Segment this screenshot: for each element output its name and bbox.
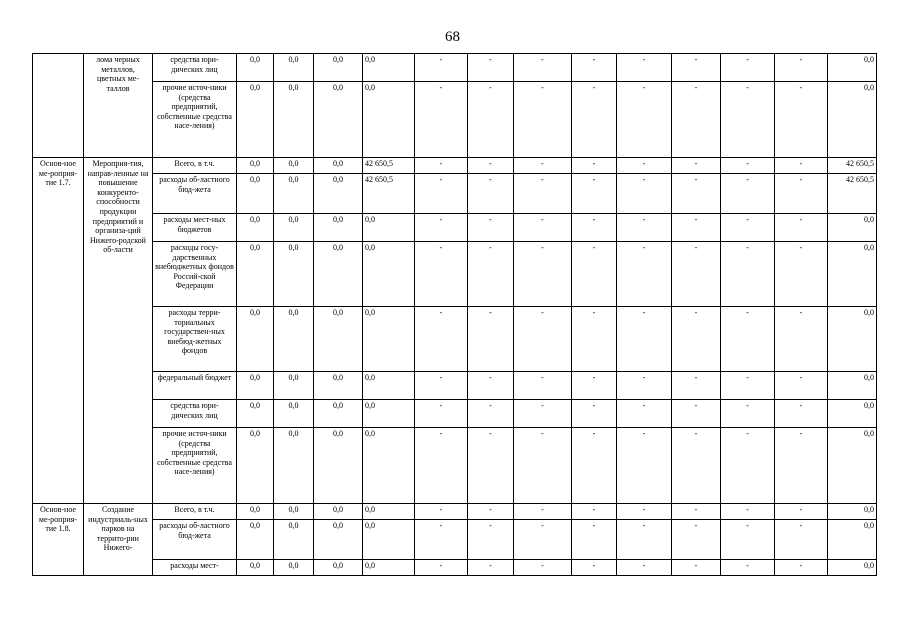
value-cell: 0,0 <box>274 400 314 428</box>
funding-source-cell: расходы об-ластного бюд-жета <box>153 174 237 214</box>
funding-source-cell: Всего, в т.ч. <box>153 504 237 520</box>
value-cell: - <box>721 158 775 174</box>
value-cell: - <box>415 174 468 214</box>
value-cell: - <box>617 54 672 82</box>
value-cell: - <box>721 560 775 576</box>
funding-source-cell: расходы мест- <box>153 560 237 576</box>
value-cell: - <box>775 82 828 158</box>
value-cell: 0,0 <box>314 82 363 158</box>
value-cell: - <box>572 214 617 242</box>
value-cell: - <box>468 372 514 400</box>
value-cell: - <box>617 428 672 504</box>
value-cell: - <box>468 158 514 174</box>
funding-source-cell: средства юри-дических лиц <box>153 400 237 428</box>
value-cell: - <box>672 82 721 158</box>
value-cell: - <box>775 158 828 174</box>
value-cell: 0,0 <box>314 307 363 372</box>
value-cell: 0,0 <box>274 174 314 214</box>
value-cell: 0,0 <box>274 560 314 576</box>
value-cell: - <box>468 504 514 520</box>
value-cell: 0,0 <box>828 242 877 307</box>
table-row <box>33 400 877 428</box>
value-cell: - <box>617 214 672 242</box>
funding-source-cell: средства юри-дических лиц <box>153 54 237 82</box>
value-cell: - <box>514 400 572 428</box>
value-cell: 0,0 <box>314 242 363 307</box>
value-cell: - <box>672 307 721 372</box>
value-cell: 0,0 <box>363 504 415 520</box>
value-cell: - <box>415 82 468 158</box>
value-cell: - <box>617 174 672 214</box>
value-cell: - <box>617 82 672 158</box>
financing-table <box>32 53 877 576</box>
value-cell: 0,0 <box>237 242 274 307</box>
value-cell: - <box>415 372 468 400</box>
value-cell: 0,0 <box>314 214 363 242</box>
value-cell: 0,0 <box>237 158 274 174</box>
value-cell: - <box>775 400 828 428</box>
value-cell: 0,0 <box>363 54 415 82</box>
value-cell: 0,0 <box>314 54 363 82</box>
value-cell: - <box>468 520 514 560</box>
value-cell: 0,0 <box>237 214 274 242</box>
table-row <box>33 174 877 214</box>
value-cell: - <box>617 307 672 372</box>
value-cell: - <box>514 504 572 520</box>
value-cell: 0,0 <box>314 504 363 520</box>
value-cell: 0,0 <box>237 400 274 428</box>
funding-source-cell: Всего, в т.ч. <box>153 158 237 174</box>
value-cell: - <box>468 174 514 214</box>
value-cell: 0,0 <box>237 372 274 400</box>
value-cell: - <box>415 428 468 504</box>
value-cell: - <box>721 214 775 242</box>
table-row <box>33 504 877 520</box>
measure-name-cell: Создание индустриаль-ных парков на террито-рии Нижего- <box>84 504 153 576</box>
value-cell: 0,0 <box>237 174 274 214</box>
value-cell: - <box>572 560 617 576</box>
value-cell: - <box>775 428 828 504</box>
table-row <box>33 214 877 242</box>
value-cell: 0,0 <box>237 82 274 158</box>
value-cell: 42 650,5 <box>828 174 877 214</box>
value-cell: - <box>572 520 617 560</box>
value-cell: - <box>572 54 617 82</box>
value-cell: - <box>721 428 775 504</box>
value-cell: - <box>415 242 468 307</box>
value-cell: 0,0 <box>314 174 363 214</box>
value-cell: 0,0 <box>314 560 363 576</box>
table-row <box>33 82 877 158</box>
value-cell: - <box>617 560 672 576</box>
value-cell: - <box>415 560 468 576</box>
value-cell: - <box>415 307 468 372</box>
value-cell: - <box>514 428 572 504</box>
value-cell: 42 650,5 <box>363 174 415 214</box>
value-cell: - <box>775 174 828 214</box>
value-cell: - <box>514 214 572 242</box>
value-cell: 0,0 <box>314 400 363 428</box>
value-cell: 0,0 <box>274 242 314 307</box>
value-cell: - <box>775 54 828 82</box>
value-cell: 42 650,5 <box>363 158 415 174</box>
measure-code-cell: Основ-ное ме-роприя-тие 1.8. <box>33 504 84 576</box>
value-cell: - <box>572 242 617 307</box>
value-cell: - <box>672 400 721 428</box>
value-cell: - <box>721 54 775 82</box>
value-cell: - <box>672 158 721 174</box>
value-cell: 0,0 <box>363 82 415 158</box>
value-cell: - <box>572 428 617 504</box>
value-cell: - <box>468 307 514 372</box>
value-cell: - <box>572 307 617 372</box>
value-cell: - <box>721 504 775 520</box>
value-cell: 0,0 <box>274 504 314 520</box>
table-row <box>33 307 877 372</box>
measure-code-cell <box>33 54 84 158</box>
value-cell: - <box>672 520 721 560</box>
value-cell: - <box>415 504 468 520</box>
value-cell: - <box>672 54 721 82</box>
value-cell: 0,0 <box>274 520 314 560</box>
value-cell: 0,0 <box>274 158 314 174</box>
value-cell: - <box>721 82 775 158</box>
value-cell: - <box>617 242 672 307</box>
value-cell: 0,0 <box>363 400 415 428</box>
value-cell: 0,0 <box>363 307 415 372</box>
value-cell: - <box>672 242 721 307</box>
table-row <box>33 520 877 560</box>
value-cell: 0,0 <box>274 428 314 504</box>
value-cell: - <box>468 54 514 82</box>
value-cell: 0,0 <box>237 504 274 520</box>
value-cell: 0,0 <box>828 428 877 504</box>
value-cell: 0,0 <box>274 307 314 372</box>
value-cell: 0,0 <box>314 520 363 560</box>
value-cell: 0,0 <box>274 54 314 82</box>
value-cell: - <box>721 242 775 307</box>
measure-code-cell: Основ-ное ме-роприя-тие 1.7. <box>33 158 84 504</box>
value-cell: - <box>721 372 775 400</box>
value-cell: 0,0 <box>363 214 415 242</box>
value-cell: - <box>572 82 617 158</box>
value-cell: 0,0 <box>237 560 274 576</box>
funding-source-cell: прочие источ-ники (средства предприятий, собственные средства насе-ления) <box>153 82 237 158</box>
value-cell: - <box>721 174 775 214</box>
value-cell: - <box>415 158 468 174</box>
page-number: 68 <box>445 29 460 45</box>
value-cell: - <box>775 214 828 242</box>
value-cell: - <box>572 158 617 174</box>
value-cell: 0,0 <box>314 158 363 174</box>
value-cell: 0,0 <box>828 400 877 428</box>
value-cell: 0,0 <box>363 242 415 307</box>
value-cell: - <box>415 520 468 560</box>
value-cell: 0,0 <box>237 520 274 560</box>
value-cell: - <box>514 158 572 174</box>
value-cell: - <box>415 214 468 242</box>
measure-name-cell: Мероприя-тия, направ-ленные на повышение конкуренто-способности продукции предприятий и организа-ций Нижего-родской об-ласти <box>84 158 153 504</box>
value-cell: 0,0 <box>363 372 415 400</box>
value-cell: - <box>572 400 617 428</box>
value-cell: - <box>572 174 617 214</box>
funding-source-cell: прочие источ-ники (средства предприятий, собственные средства насе-ления) <box>153 428 237 504</box>
value-cell: 0,0 <box>363 520 415 560</box>
value-cell: 0,0 <box>314 428 363 504</box>
funding-source-cell: расходы терри-ториальных государствен-ных внебюд-жетных фондов <box>153 307 237 372</box>
funding-source-cell: расходы госу-дарственных внебюджетных фондов Россий-ской Федерации <box>153 242 237 307</box>
measure-name-cell: лома черных металлов, цветных ме-таллов <box>84 54 153 158</box>
value-cell: 0,0 <box>274 82 314 158</box>
value-cell: - <box>617 520 672 560</box>
value-cell: 0,0 <box>314 372 363 400</box>
table-body <box>33 54 877 576</box>
value-cell: - <box>468 400 514 428</box>
value-cell: - <box>775 242 828 307</box>
value-cell: 0,0 <box>828 214 877 242</box>
value-cell: - <box>514 560 572 576</box>
value-cell: - <box>721 307 775 372</box>
value-cell: - <box>672 560 721 576</box>
value-cell: - <box>514 372 572 400</box>
value-cell: - <box>721 400 775 428</box>
value-cell: 0,0 <box>237 307 274 372</box>
value-cell: 0,0 <box>828 560 877 576</box>
value-cell: 0,0 <box>237 54 274 82</box>
value-cell: - <box>415 400 468 428</box>
value-cell: - <box>775 504 828 520</box>
value-cell: 0,0 <box>237 428 274 504</box>
value-cell: - <box>617 400 672 428</box>
funding-source-cell: расходы мест-ных бюджетов <box>153 214 237 242</box>
value-cell: - <box>572 372 617 400</box>
table-row <box>33 158 877 174</box>
value-cell: - <box>468 214 514 242</box>
funding-source-cell: федеральный бюджет <box>153 372 237 400</box>
value-cell: 0,0 <box>274 372 314 400</box>
value-cell: - <box>514 174 572 214</box>
value-cell: - <box>672 504 721 520</box>
value-cell: - <box>775 307 828 372</box>
value-cell: 0,0 <box>828 54 877 82</box>
value-cell: - <box>415 54 468 82</box>
value-cell: 0,0 <box>828 82 877 158</box>
value-cell: 0,0 <box>274 214 314 242</box>
value-cell: - <box>775 372 828 400</box>
table-row <box>33 428 877 504</box>
value-cell: - <box>617 158 672 174</box>
value-cell: - <box>468 560 514 576</box>
value-cell: - <box>672 174 721 214</box>
value-cell: 0,0 <box>363 560 415 576</box>
table-row <box>33 372 877 400</box>
value-cell: - <box>721 520 775 560</box>
value-cell: - <box>672 214 721 242</box>
value-cell: - <box>468 242 514 307</box>
value-cell: - <box>514 54 572 82</box>
value-cell: 0,0 <box>363 428 415 504</box>
table-row <box>33 54 877 82</box>
value-cell: - <box>572 504 617 520</box>
value-cell: - <box>514 307 572 372</box>
value-cell: 0,0 <box>828 504 877 520</box>
value-cell: - <box>775 560 828 576</box>
value-cell: - <box>514 82 572 158</box>
value-cell: - <box>672 372 721 400</box>
value-cell: - <box>775 520 828 560</box>
value-cell: 42 650,5 <box>828 158 877 174</box>
value-cell: - <box>672 428 721 504</box>
table-row <box>33 242 877 307</box>
value-cell: - <box>468 428 514 504</box>
table-row <box>33 560 877 576</box>
value-cell: 0,0 <box>828 307 877 372</box>
value-cell: - <box>514 520 572 560</box>
value-cell: 0,0 <box>828 372 877 400</box>
funding-source-cell: расходы об-ластного бюд-жета <box>153 520 237 560</box>
value-cell: - <box>617 372 672 400</box>
value-cell: 0,0 <box>828 520 877 560</box>
value-cell: - <box>468 82 514 158</box>
value-cell: - <box>617 504 672 520</box>
value-cell: - <box>514 242 572 307</box>
